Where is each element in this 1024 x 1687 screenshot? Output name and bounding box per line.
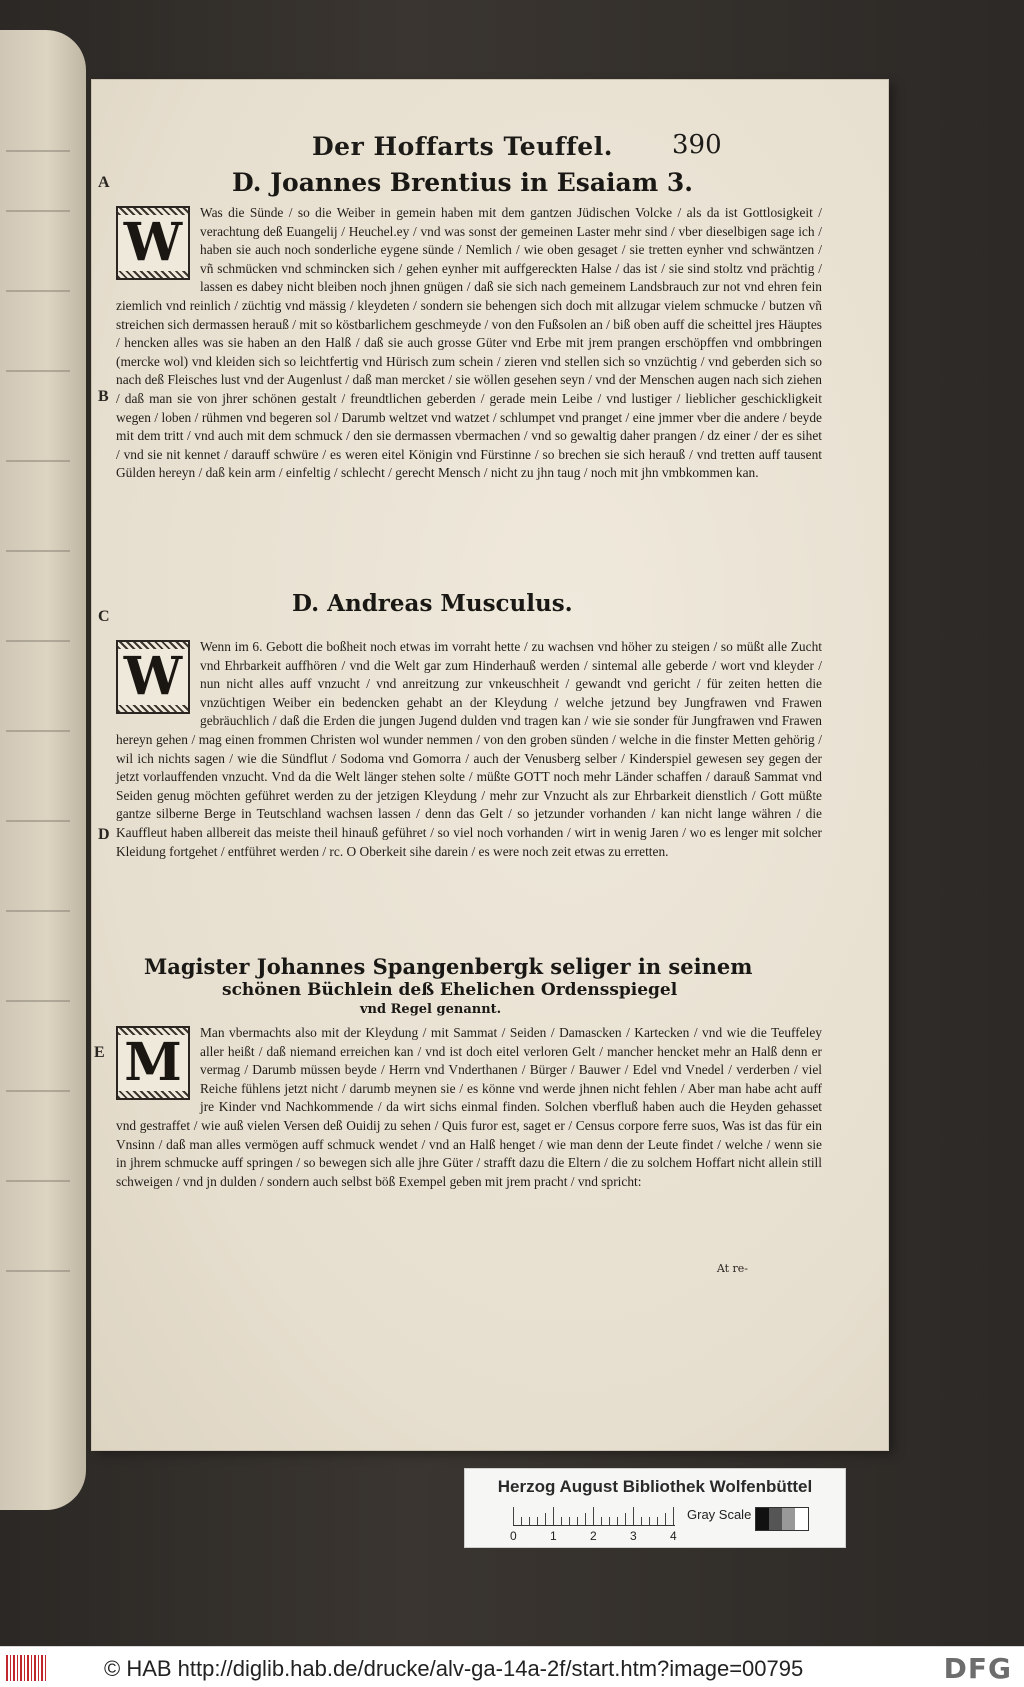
previous-page-edge <box>0 30 86 1510</box>
ruler-number: 0 <box>510 1529 517 1543</box>
ruler-number: 2 <box>590 1529 597 1543</box>
section-text: Was die Sünde / so die Weiber in gemein haben mit dem gantzen Jüdischen Volcke / als da ist Gottlosigkeit / verachtung deß Euangelij / Heuchel.ey / vnd was sonst der gemeinen Laster mehr sind / vber dieselbigen sage ich / haben sie auch noch sonderliche eygene sünde / Nemlich / wie oben gesaget / sie tretten eynher vnd schwäntzen / vñ schmücken vnd schmincken sich / gehen eynher mit auffgereckten Halse / das ist / sie sind stoltz vnd prächtig / lassen es dabey nicht bleiben noch jhnen gnügen / daß sie sich nach gemeinem Landsbrauch zur not vnd ehren fein ziemlich vnd reinlich / züchtig vnd mässig / kleydeten / sondern sie behengen sich doch mit allzugar vielem schmucke / butzen vñ streichen sich dermassen herauß / mit so köstbarlichem geschmeyde / von den Fußsolen an / biß oben auff die scheittel jres Häuptes / hencken alles was sie haben an den Halß / daß sie auch grosse Güter vnd Erbe mit jrem prangen erschöpffen vnd ombbringen (mercke wol) vnd kleiden sich so leichtfertig vnd Hürisch zum schein / zieren vnd stellen sich so vnzüchtig / vnd geberden sich so nach deß Fleisches lust vnd der Augenlust / daß man mercket / sie wöllen gesehen seyn / vnd der Menschen augen nach sich ziehen / daß man sie von jhrer schönen gestalt / freundtlichen geberden / gerade mein Leibe / vnd lustiger / lieblicher geschickligkeit wegen / loben / rühmen vnd begeren sol / Darumb weltzet vnd watzet / schlumpet vnd pranget / eine jmmer vber die andere / beyde mit dem tritt / vnd auch mit dem schmuck / den sie dermassen vbermachen / vnd so gewaltig daher prangen / dz einer / der es sihet / vnd sie nit kennet / darauff schwüre / es weren eitel Königin vnd Fürstinne / so brechen sie sich herauß / vnd tretten auff tausent Gülden hereyn / daß kein arm / einfeltig / schlecht / gerecht Mensch / nicht zu jhn taug / noch mit jhn vmbkommen kan. <box>116 205 822 481</box>
decorated-initial: W <box>116 640 190 714</box>
running-head: Der Hoffarts Teuffel. <box>312 132 613 161</box>
section-subheading: schönen Büchlein deß Ehelichen Ordensspiegel <box>222 980 678 1000</box>
page-number: 390 <box>672 130 722 160</box>
section-heading: D. Andreas Musculus. <box>292 590 573 617</box>
section-text-block <box>116 204 822 604</box>
library-name: Herzog August Bibliothek Wolfenbüttel <box>497 1477 813 1496</box>
footer-bar <box>0 1646 1024 1687</box>
catchword: At re- <box>716 1262 748 1275</box>
margin-letter: D <box>98 826 110 843</box>
ruler-number: 1 <box>550 1529 557 1543</box>
margin-letter: E <box>94 1044 105 1061</box>
section-subheading: vnd Regel genannt. <box>360 1002 502 1017</box>
dfg-logo: DFG <box>943 1652 1012 1685</box>
book-page <box>92 80 888 1450</box>
margin-letter: B <box>98 388 109 405</box>
section-text-block <box>116 1024 822 1264</box>
section-text: Man vbermachts also mit der Kleydung / mit Sammat / Seiden / Damascken / Kartecken / vnd wie die Teuffeley aller heißt / daß niemand erreichen kan / vnd ist doch eitel verloren Gelt / mancher hencket mehr an Halß denn er vermag / Darumb müssen beyde / Herrn vnd Vnderthanen / Bürger / Bauwer / Edel vnd Vnedel / verderben / viel Reiche fühlens jetzt nicht / darumb meynen sie / es könne vnd werde jhnen nicht fehlen / Aber man habe acht auff jre Kinder vnd Nachkommende / da wirt sichs einmal finden. Solchen vberfluß haben auch die Heyden gehasset vnd gestraffet / wie auß vielen Versen deß Ouidij zu sehen / Quis furor est, saget er / Census corpore ferre suos, Was ist das für ein Vnsinn / daß man alles vermögen auff schmuck wendet / vnd an Halß henget / wie man denn der Leute findet / welche / wenn sie in jhrem schmucke auff springen / so bewegen sich alle jhre Güter / strafft dazu die Eltern / die zu solchem Hoffart nicht allein still schweigen / vnd jn dulden / sondern auch selbst böß Exempel geben mit jrem pracht / vnd spricht: <box>116 1025 822 1189</box>
gray-scale-label: Gray Scale <box>687 1507 752 1522</box>
decorated-initial: M <box>116 1026 190 1100</box>
section-heading: D. Joannes Brentius in Esaiam 3. <box>232 168 693 197</box>
margin-letter: C <box>98 608 110 625</box>
ruler-number: 3 <box>630 1529 637 1543</box>
footer-link[interactable]: © HAB http://diglib.hab.de/drucke/alv-ga-14a-2f/start.htm?image=00795 <box>104 1656 804 1681</box>
gray-scale-patches <box>755 1507 809 1531</box>
margin-letter: A <box>98 174 110 191</box>
section-heading: Magister Johannes Spangenbergk seliger in seinem <box>144 954 753 979</box>
decorated-initial: W <box>116 206 190 280</box>
scale-ruler <box>513 1507 675 1526</box>
library-label <box>464 1468 846 1548</box>
section-text: Wenn im 6. Gebott die boßheit noch etwas im vorraht hette / zu wachsen vnd höher zu steigen / so müßt alle Zucht vnd Ehrbarkeit auffhören / vnd die Welt gar zum Hinderhauß werden / sintemal alle geberde / wort vnd kleyder / nun nicht alles auff vnzucht / vnd anreitzung zur vnkeuschheit / gewandt vnd gericht / für zeiten hetten die vnzüchtigen Weiber ein bedencken gehabt an der Kleydung / welche jetzund bey Jungfrawen vnd Frawen gebräuchlich / daß die Erden die jungen Jugend dulden vnd tragen kan / wie sie sonder für Jungfrawen vnd Frawen hereyn gehen / mag einen frommen Christen wol wunder nemmen / von den groben sünden / welche in die finster Metten gehörig / wil ich nichts sagen / wie die Sündflut / Sodoma vnd Gomorra / auch der Venusberg selber / Kinderspiel gewesen sey gegen der jetzt vorlauffenden vnzucht. Vnd da die Welt länger stehen solte / müßte GOTT noch mehr Länder schaffen / darauß Sammat vnd Seiden genug möchten geführet werden zu der jetzigen Kleydung / mehr zur Vnzucht als zur Ehrbarkeit dienstlich / Gott müßte gantze silberne Berge in Teutschland wachsen lassen / denn das Gelt / so jetzunder vorhanden / kan nicht lange währen / die Kauffleut haben allbereit das meiste theil hinauß geführet / so viel noch vorhanden / wirt in wenig Jaren / wo es lenger mit solcher Kleidung fortgehet / entführet werden / rc. O Oberkeit sihe darein / es were noch zeit etwas zu erretten. <box>116 639 822 859</box>
ruler-number: 4 <box>670 1529 677 1543</box>
hab-logo-icon <box>6 1655 46 1681</box>
